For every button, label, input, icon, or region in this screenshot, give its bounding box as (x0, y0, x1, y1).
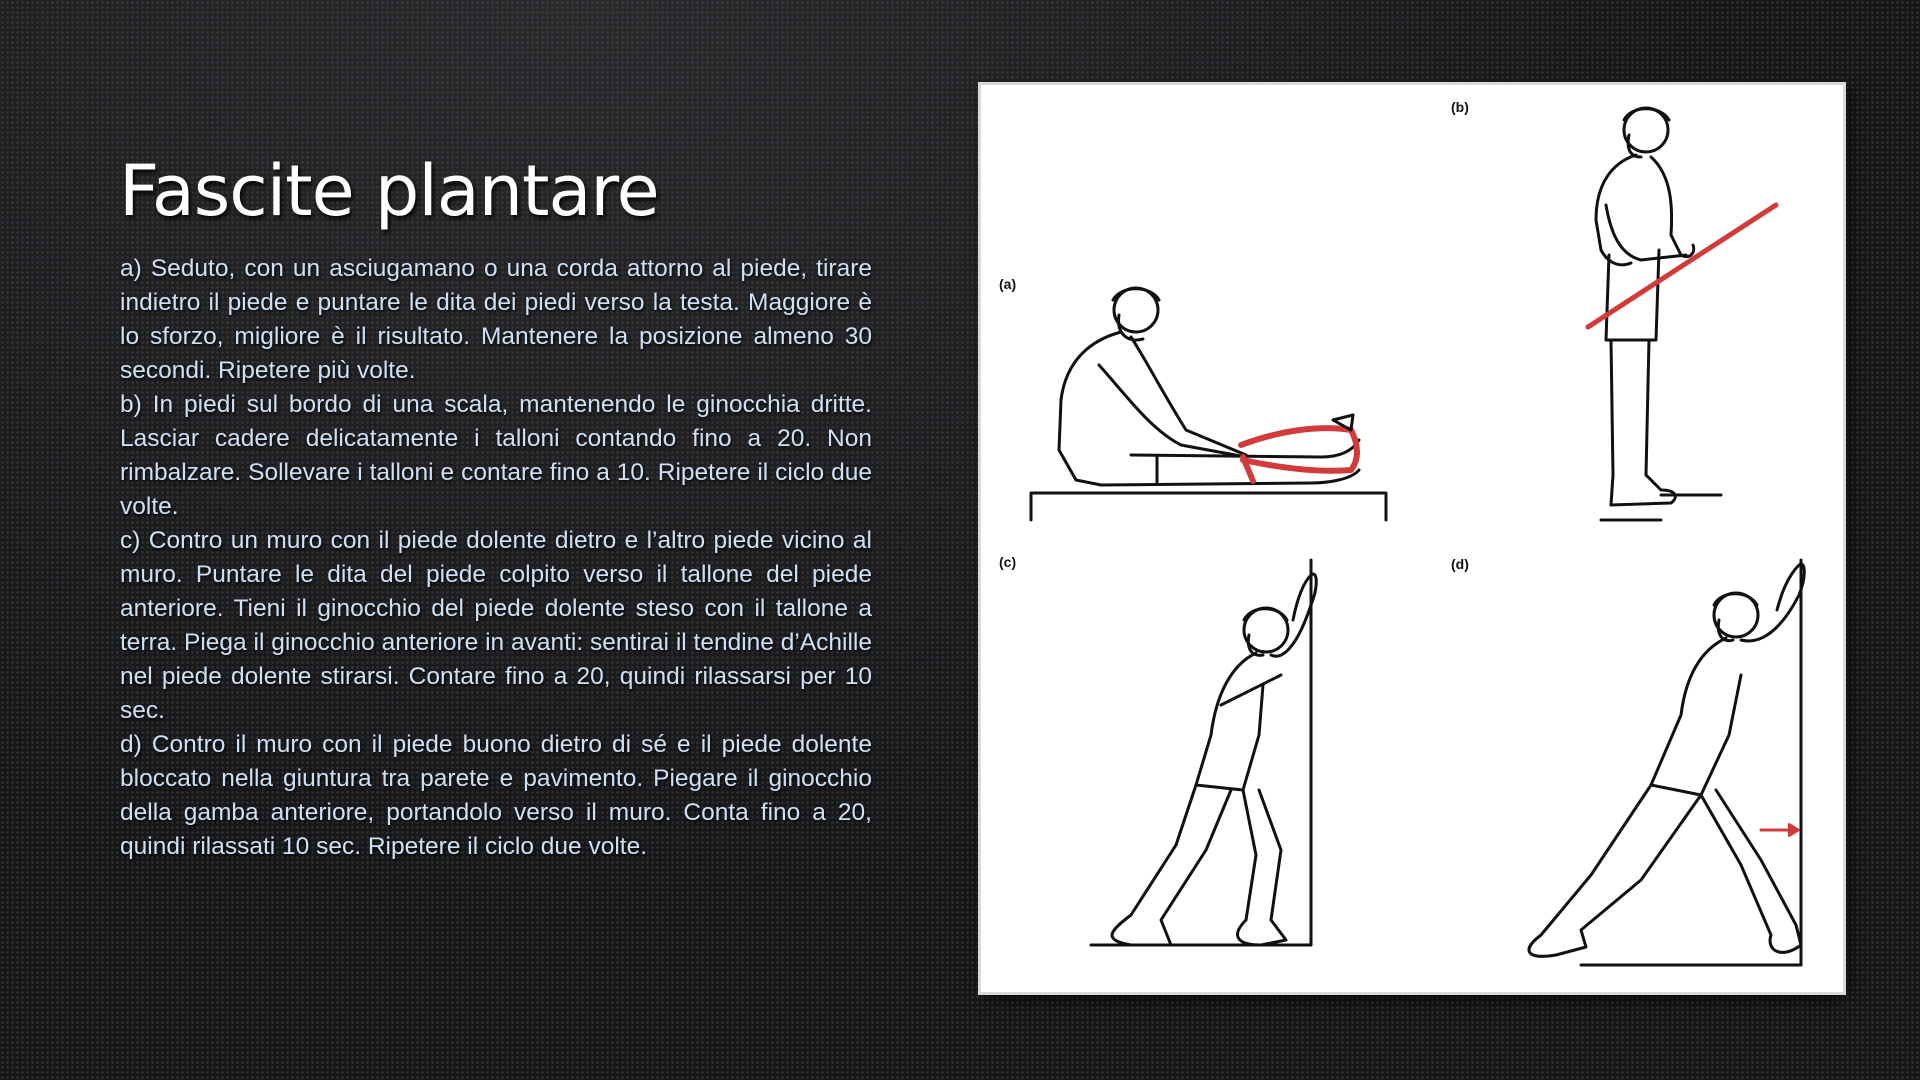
illustration-d-wall-knee-bend (1529, 560, 1804, 965)
instruction-b: b) In piedi sul bordo di una scala, mantenendo le ginocchia dritte. Lasciar cadere delicatamente i talloni contando fino a 20. Non rimbalzare. Sollevare i talloni e contare fino a 10. Ripetere il ciclo due volte. (120, 391, 872, 520)
exercise-illustration (981, 85, 1843, 992)
instruction-c: c) Contro un muro con il piede dolente dietro e l’altro piede vicino al muro. Puntare le dita del piede colpito verso il tallone del piede anteriore. Tieni il ginocchio del piede dolente steso con il tallone a terra. Piega il ginocchio anteriore in avanti: sentirai il tendine d’Achille nel piede dolente stirarsi. Contare fino a 20, quindi rilassarsi per 10 sec. (120, 527, 872, 724)
slide-title: Fascite plantare (119, 150, 659, 232)
instruction-a: a) Seduto, con un asciugamano o una corda attorno al piede, tirare indietro il piede e puntare le dita dei piedi verso la testa. Maggiore è lo sforzo, migliore è il risultato. Mantenere la posizione almeno 30 secondi. Ripetere più volte. (120, 255, 872, 384)
illustration-b-standing-step-stretch (1588, 108, 1776, 520)
panel-label-c: (c) (999, 554, 1017, 570)
illustration-a-seated-towel-stretch (1031, 288, 1386, 520)
panel-label-a: (a) (999, 276, 1017, 292)
panel-label-d: (d) (1451, 556, 1469, 572)
instruction-d: d) Contro il muro con il piede buono dietro di sé e il piede dolente bloccato nella giuntura tra parete e pavimento. Piegare il ginocchio della gamba anteriore, portandolo verso il muro. Conta fino a 20, quindi rilassati 10 sec. Ripetere il ciclo due volte. (120, 731, 872, 860)
panel-label-b: (b) (1451, 99, 1469, 115)
illustration-c-wall-stretch (1091, 560, 1316, 945)
instructions-text (120, 252, 872, 864)
